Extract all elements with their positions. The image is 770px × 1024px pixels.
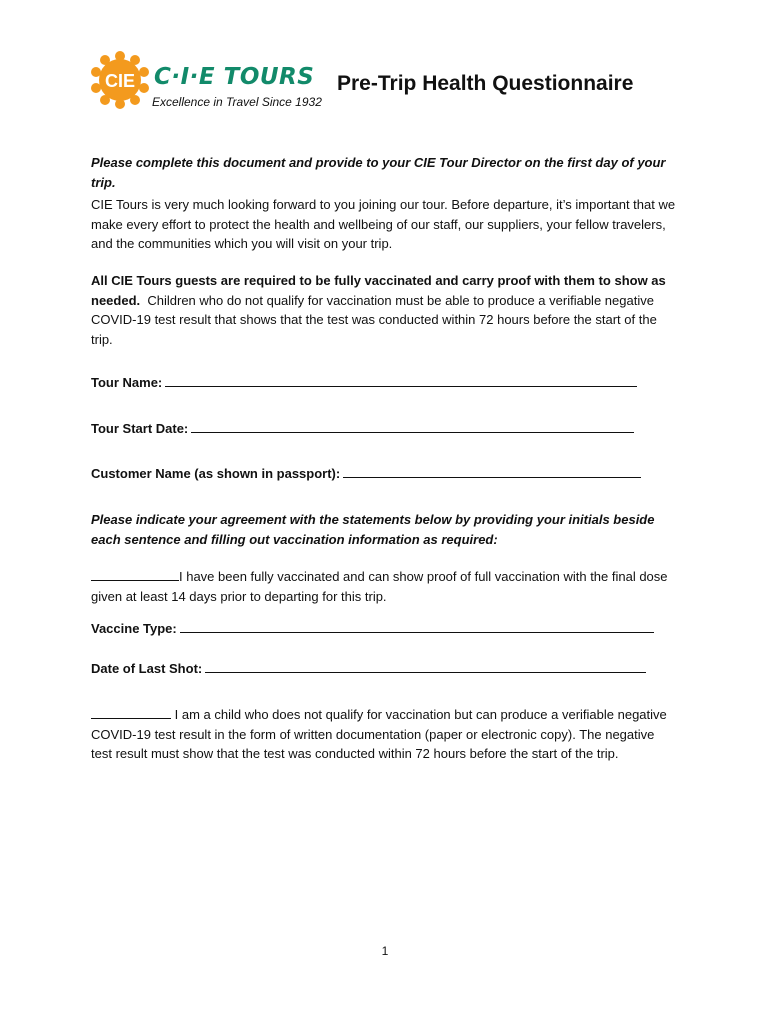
tour-start-date-field[interactable] (91, 419, 634, 436)
logo-tagline: Excellence in Travel Since 1932 (152, 95, 322, 109)
tour-start-date-line[interactable] (191, 419, 634, 433)
page-number: 1 (381, 944, 389, 958)
logo-wordmark: C·I·E TOURS (154, 64, 315, 90)
initials-child-line[interactable] (91, 705, 171, 719)
agreement-instruction: Please indicate your agreement with the statements below by providing your initials beside each sentence and filling out vaccination information as required: (91, 512, 655, 547)
statement-vaccinated (91, 567, 681, 606)
vaccine-type-line[interactable] (180, 619, 654, 633)
intro-paragraph: CIE Tours is very much looking forward to you joining our tour. Before departure, it’s important that we make every effort to protect the health and wellbeing of our staff, our suppliers, your fellow travelers, and the communities which you will visit on your trip. (91, 197, 676, 251)
customer-name-label: Customer Name (as shown in passport): (91, 466, 341, 481)
cie-tours-logo (90, 50, 330, 114)
initials-vaccinated-line[interactable] (91, 567, 179, 581)
statement-vaccinated-text: I have been fully vaccinated and can show proof of full vaccination with the final dose given at least 14 days prior to departing for this trip. (91, 569, 668, 604)
requirement-normal: Children who do not qualify for vaccination must be able to produce a verifiable negative COVID-19 test result that shows that the test was conducted within 72 hours before the start of the trip. (91, 292, 657, 347)
tour-name-line[interactable] (165, 373, 637, 387)
tour-start-date-label: Tour Start Date: (91, 421, 189, 436)
customer-name-field[interactable] (91, 464, 641, 481)
intro-instruction: Please complete this document and provide to your CIE Tour Director on the first day of your trip. (91, 155, 666, 190)
date-last-shot-label: Date of Last Shot: (91, 661, 203, 676)
vaccine-type-field[interactable] (91, 619, 654, 636)
vaccine-type-label: Vaccine Type: (91, 621, 177, 636)
page-title: Pre-Trip Health Questionnaire (337, 72, 634, 95)
requirement-paragraph (91, 271, 681, 349)
logo-mark-text: CIE (104, 71, 136, 91)
statement-child-text: I am a child who does not qualify for vaccination but can produce a verifiable negative COVID-19 test result in the form of written documentation (paper or electronic copy). The negative test result must show that the test was conducted within 72 hours before the start of the trip. (91, 707, 667, 761)
requirement-bold: All CIE Tours guests are required to be fully vaccinated and carry proof with them to show as needed. (91, 273, 666, 308)
statement-child (91, 705, 676, 764)
date-last-shot-field[interactable] (91, 659, 646, 676)
cie-logo-mark (90, 50, 150, 110)
date-last-shot-line[interactable] (205, 659, 646, 673)
customer-name-line[interactable] (343, 464, 641, 478)
tour-name-field[interactable] (91, 373, 637, 390)
tour-name-label: Tour Name: (91, 375, 163, 390)
